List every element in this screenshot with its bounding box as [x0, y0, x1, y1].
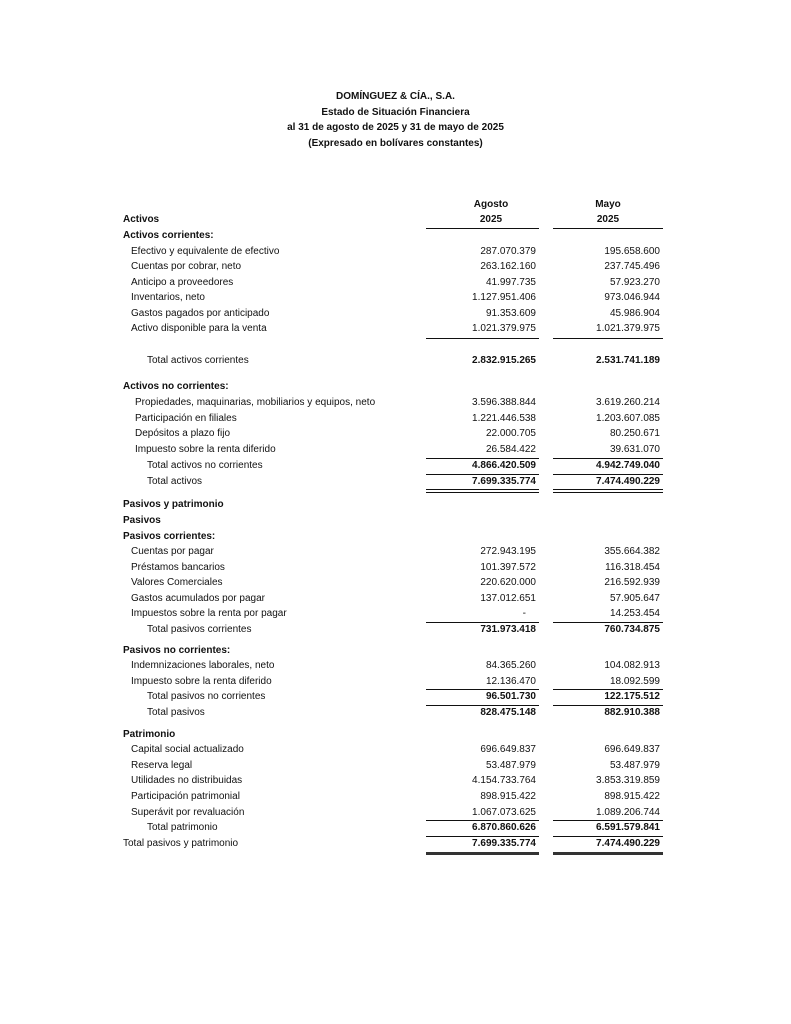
- value-agosto: 101.397.572: [480, 562, 536, 573]
- col2-month: Mayo: [595, 199, 621, 210]
- value-agosto: 1.221.446.538: [472, 413, 536, 424]
- table-row: [0, 322, 791, 336]
- row-label: Cuentas por pagar: [131, 546, 214, 557]
- row-label: Total patrimonio: [147, 822, 218, 833]
- statement-title: Estado de Situación Financiera: [321, 107, 470, 118]
- section-pasivos-corrientes: Pasivos corrientes:: [123, 531, 216, 542]
- value-mayo: 53.487.979: [609, 760, 660, 771]
- section-pasivos-y-patrimonio: Pasivos y patrimonio: [123, 499, 224, 510]
- row-label: Total activos no corrientes: [147, 460, 263, 471]
- value-agosto: 220.620.000: [480, 577, 536, 588]
- section-pasivos-no-corrientes: Pasivos no corrientes:: [123, 645, 231, 656]
- row-label: Total pasivos: [147, 707, 205, 718]
- value-mayo: 7.474.490.229: [596, 476, 660, 487]
- table-row: [0, 607, 791, 621]
- row-label: Total activos: [147, 476, 203, 487]
- row-label: Préstamos bancarios: [131, 562, 225, 573]
- row-label: Propiedades, maquinarias, mobiliarios y equipos, neto: [135, 397, 376, 408]
- table-row: [0, 245, 791, 259]
- total-row: [0, 821, 791, 835]
- table-row: [0, 576, 791, 590]
- subtotal-line: [426, 338, 539, 339]
- row-label: Impuestos sobre la renta por pagar: [131, 608, 287, 619]
- value-mayo: 14.253.454: [609, 608, 660, 619]
- value-mayo: 1.021.379.975: [596, 323, 660, 334]
- row-label: Gastos acumulados por pagar: [131, 593, 265, 604]
- total-row: [0, 623, 791, 637]
- header-underline-col2: [553, 228, 663, 229]
- row-label: Valores Comerciales: [131, 577, 223, 588]
- value-agosto: 96.501.730: [485, 691, 536, 702]
- table-row: [0, 759, 791, 773]
- table-row: [0, 675, 791, 689]
- header-underline-col1: [426, 228, 539, 229]
- table-row: [0, 774, 791, 788]
- value-agosto: 828.475.148: [480, 707, 536, 718]
- value-agosto: 1.021.379.975: [472, 323, 536, 334]
- value-agosto: 1.067.073.625: [472, 807, 536, 818]
- value-agosto: 898.915.422: [480, 791, 536, 802]
- col1-month: Agosto: [473, 199, 509, 210]
- value-agosto: 1.127.951.406: [472, 292, 536, 303]
- row-label: Anticipo a proveedores: [131, 277, 234, 288]
- value-agosto: 53.487.979: [485, 760, 536, 771]
- section-activos-no-corrientes: Activos no corrientes:: [123, 381, 229, 392]
- value-mayo: 2.531.741.189: [596, 355, 660, 366]
- table-row: [0, 659, 791, 673]
- value-agosto: 4.154.733.764: [472, 775, 536, 786]
- value-mayo: 3.853.319.859: [596, 775, 660, 786]
- double-underline: [553, 489, 663, 493]
- value-mayo: 57.905.647: [609, 593, 660, 604]
- value-agosto: 263.162.160: [480, 261, 536, 272]
- total-row: [0, 459, 791, 473]
- row-label: Efectivo y equivalente de efectivo: [131, 246, 280, 257]
- value-mayo: 4.942.749.040: [596, 460, 660, 471]
- value-agosto: 731.973.418: [480, 624, 536, 635]
- row-label: Total pasivos no corrientes: [147, 691, 266, 702]
- table-row: [0, 806, 791, 820]
- value-mayo: 195.658.600: [604, 246, 660, 257]
- row-label: Indemnizaciones laborales, neto: [131, 660, 275, 671]
- value-mayo: 39.631.070: [609, 444, 660, 455]
- value-mayo: 355.664.382: [604, 546, 660, 557]
- table-row: [0, 592, 791, 606]
- value-agosto: 6.870.860.626: [472, 822, 536, 833]
- value-agosto: 41.997.735: [485, 277, 536, 288]
- subtotal-line: [553, 338, 663, 339]
- value-agosto: 84.365.260: [485, 660, 536, 671]
- row-label: Gastos pagados por anticipado: [131, 308, 270, 319]
- value-mayo: 116.318.454: [605, 562, 660, 573]
- double-underline: [426, 852, 539, 855]
- section-patrimonio: Patrimonio: [123, 729, 176, 740]
- table-row: [0, 396, 791, 410]
- table-row: [0, 291, 791, 305]
- value-agosto: 3.596.388.844: [472, 397, 536, 408]
- table-row: [0, 743, 791, 757]
- value-mayo: 80.250.671: [609, 428, 660, 439]
- value-mayo: 216.592.939: [604, 577, 660, 588]
- value-mayo: 898.915.422: [604, 791, 660, 802]
- row-label: Capital social actualizado: [131, 744, 244, 755]
- value-agosto: 7.699.335.774: [472, 476, 536, 487]
- section-pasivos: Pasivos: [123, 515, 161, 526]
- value-agosto: 12.136.470: [485, 676, 536, 687]
- row-label: Activo disponible para la venta: [131, 323, 267, 334]
- row-label: Participación en filiales: [135, 413, 237, 424]
- value-mayo: 3.619.260.214: [596, 397, 660, 408]
- value-mayo: 760.734.875: [604, 624, 660, 635]
- value-mayo: 18.092.599: [609, 676, 660, 687]
- row-label: Total pasivos y patrimonio: [123, 838, 239, 849]
- value-mayo: 1.203.607.085: [596, 413, 660, 424]
- value-mayo: 696.649.837: [604, 744, 660, 755]
- table-row: [0, 561, 791, 575]
- table-row: [0, 307, 791, 321]
- col1-year: 2025: [479, 214, 503, 225]
- value-mayo: 973.046.944: [604, 292, 660, 303]
- row-label: Utilidades no distribuidas: [131, 775, 243, 786]
- table-row: [0, 412, 791, 426]
- section-activos-corrientes: Activos corrientes:: [123, 230, 214, 241]
- value-agosto: 4.866.420.509: [472, 460, 536, 471]
- value-agosto: 272.943.195: [480, 546, 536, 557]
- company-name: DOMÍNGUEZ & CÍA., S.A.: [336, 91, 455, 102]
- total-row: [0, 354, 791, 368]
- row-label: Total activos corrientes: [147, 355, 249, 366]
- row-label: Inventarios, neto: [131, 292, 205, 303]
- row-label: Participación patrimonial: [131, 791, 240, 802]
- value-agosto: 2.832.915.265: [472, 355, 536, 366]
- value-agosto: 7.699.335.774: [472, 838, 536, 849]
- table-row: [0, 427, 791, 441]
- statement-period: al 31 de agosto de 2025 y 31 de mayo de 2025: [287, 122, 504, 133]
- value-mayo: 104.082.913: [604, 660, 660, 671]
- value-mayo: 6.591.579.841: [596, 822, 660, 833]
- total-row: [0, 690, 791, 704]
- value-agosto: 91.353.609: [485, 308, 536, 319]
- row-label: Reserva legal: [131, 760, 193, 771]
- value-mayo: 882.910.388: [604, 707, 660, 718]
- grand-total-row: [0, 837, 791, 851]
- row-label: Depósitos a plazo fijo: [135, 428, 231, 439]
- section-activos: Activos: [123, 214, 160, 225]
- row-label: Impuesto sobre la renta diferido: [131, 676, 272, 687]
- table-row: [0, 260, 791, 274]
- row-label: Impuesto sobre la renta diferido: [135, 444, 276, 455]
- value-agosto: -: [522, 608, 526, 619]
- table-row: [0, 545, 791, 559]
- table-row: [0, 443, 791, 457]
- row-label: Total pasivos corrientes: [147, 624, 252, 635]
- value-agosto: 287.070.379: [480, 246, 536, 257]
- total-row: [0, 475, 791, 489]
- table-row: [0, 276, 791, 290]
- value-agosto: 26.584.422: [485, 444, 536, 455]
- value-mayo: 237.745.496: [604, 261, 660, 272]
- value-agosto: 22.000.705: [485, 428, 536, 439]
- row-label: Cuentas por cobrar, neto: [131, 261, 242, 272]
- table-row: [0, 790, 791, 804]
- double-underline: [553, 852, 663, 855]
- value-mayo: 122.175.512: [604, 691, 660, 702]
- total-row: [0, 706, 791, 720]
- value-mayo: 7.474.490.229: [596, 838, 660, 849]
- value-agosto: 137.012.651: [480, 593, 536, 604]
- value-mayo: 45.986.904: [609, 308, 660, 319]
- row-label: Superávit por revaluación: [131, 807, 245, 818]
- value-mayo: 1.089.206.744: [596, 807, 660, 818]
- value-mayo: 57.923.270: [609, 277, 660, 288]
- double-underline: [426, 489, 539, 493]
- currency-note: (Expresado en bolívares constantes): [308, 138, 483, 149]
- value-agosto: 696.649.837: [480, 744, 536, 755]
- col2-year: 2025: [596, 214, 620, 225]
